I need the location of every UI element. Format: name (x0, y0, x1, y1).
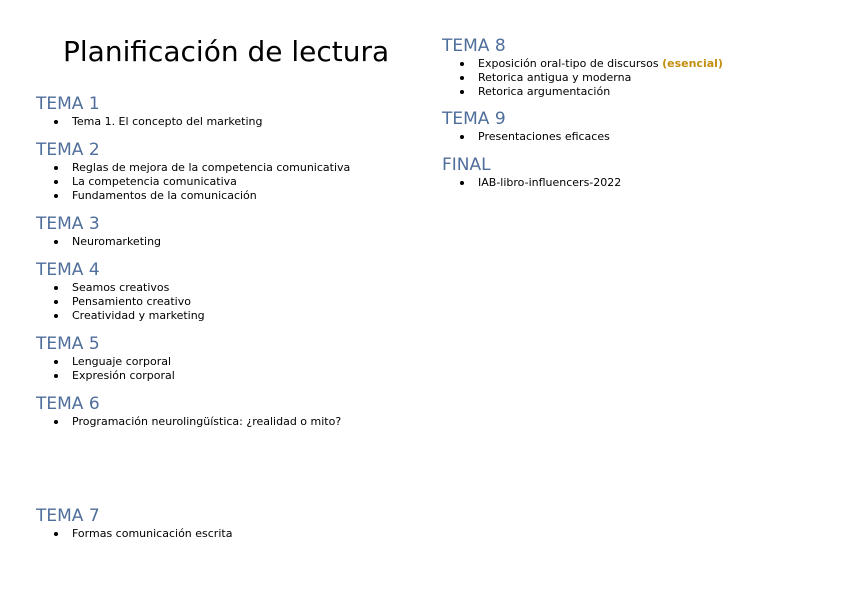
essential-tag: (esencial) (662, 57, 723, 70)
list-item: Lenguaje corporal (36, 355, 175, 369)
list-item: Pensamiento creativo (36, 295, 205, 309)
section-final (442, 155, 621, 190)
section-list (442, 176, 621, 190)
list-item-text: Exposición oral-tipo de discursos (478, 57, 659, 70)
section-heading: TEMA 8 (442, 36, 506, 56)
section-heading: TEMA 7 (36, 506, 100, 526)
section-tema-9 (442, 109, 610, 144)
section-tema-5 (36, 334, 175, 383)
section-heading: TEMA 6 (36, 394, 100, 414)
section-list (36, 281, 205, 323)
section-list (442, 130, 610, 144)
section-tema-4 (36, 260, 205, 323)
list-item: Creatividad y marketing (36, 309, 205, 323)
section-list (442, 57, 723, 99)
section-heading: TEMA 5 (36, 334, 100, 354)
section-heading: FINAL (442, 155, 491, 175)
section-list (36, 115, 263, 129)
list-item: Seamos creativos (36, 281, 205, 295)
section-heading: TEMA 1 (36, 94, 100, 114)
list-item: Retorica antigua y moderna (442, 71, 723, 85)
section-tema-3 (36, 214, 161, 249)
section-tema-8 (442, 36, 723, 99)
list-item: Neuromarketing (36, 235, 161, 249)
section-tema-6 (36, 394, 341, 429)
section-list (36, 355, 175, 383)
section-list (36, 527, 232, 541)
list-item: Retorica argumentación (442, 85, 723, 99)
section-list (36, 415, 341, 429)
list-item: La competencia comunicativa (36, 175, 350, 189)
list-item: Programación neurolingüística: ¿realidad o mito? (36, 415, 341, 429)
list-item: Formas comunicación escrita (36, 527, 232, 541)
list-item: Tema 1. El concepto del marketing (36, 115, 263, 129)
section-list (36, 161, 350, 203)
list-item: Expresión corporal (36, 369, 175, 383)
list-item: Reglas de mejora de la competencia comunicativa (36, 161, 350, 175)
section-tema-7 (36, 506, 232, 541)
section-list (36, 235, 161, 249)
list-item: Fundamentos de la comunicación (36, 189, 350, 203)
section-heading: TEMA 2 (36, 140, 100, 160)
list-item (442, 57, 723, 71)
section-tema-2 (36, 140, 350, 203)
section-heading: TEMA 3 (36, 214, 100, 234)
list-item: IAB-libro-influencers-2022 (442, 176, 621, 190)
section-heading: TEMA 4 (36, 260, 100, 280)
section-tema-1 (36, 94, 263, 129)
page-title: Planificación de lectura (63, 35, 390, 68)
section-heading: TEMA 9 (442, 109, 506, 129)
list-item: Presentaciones eficaces (442, 130, 610, 144)
